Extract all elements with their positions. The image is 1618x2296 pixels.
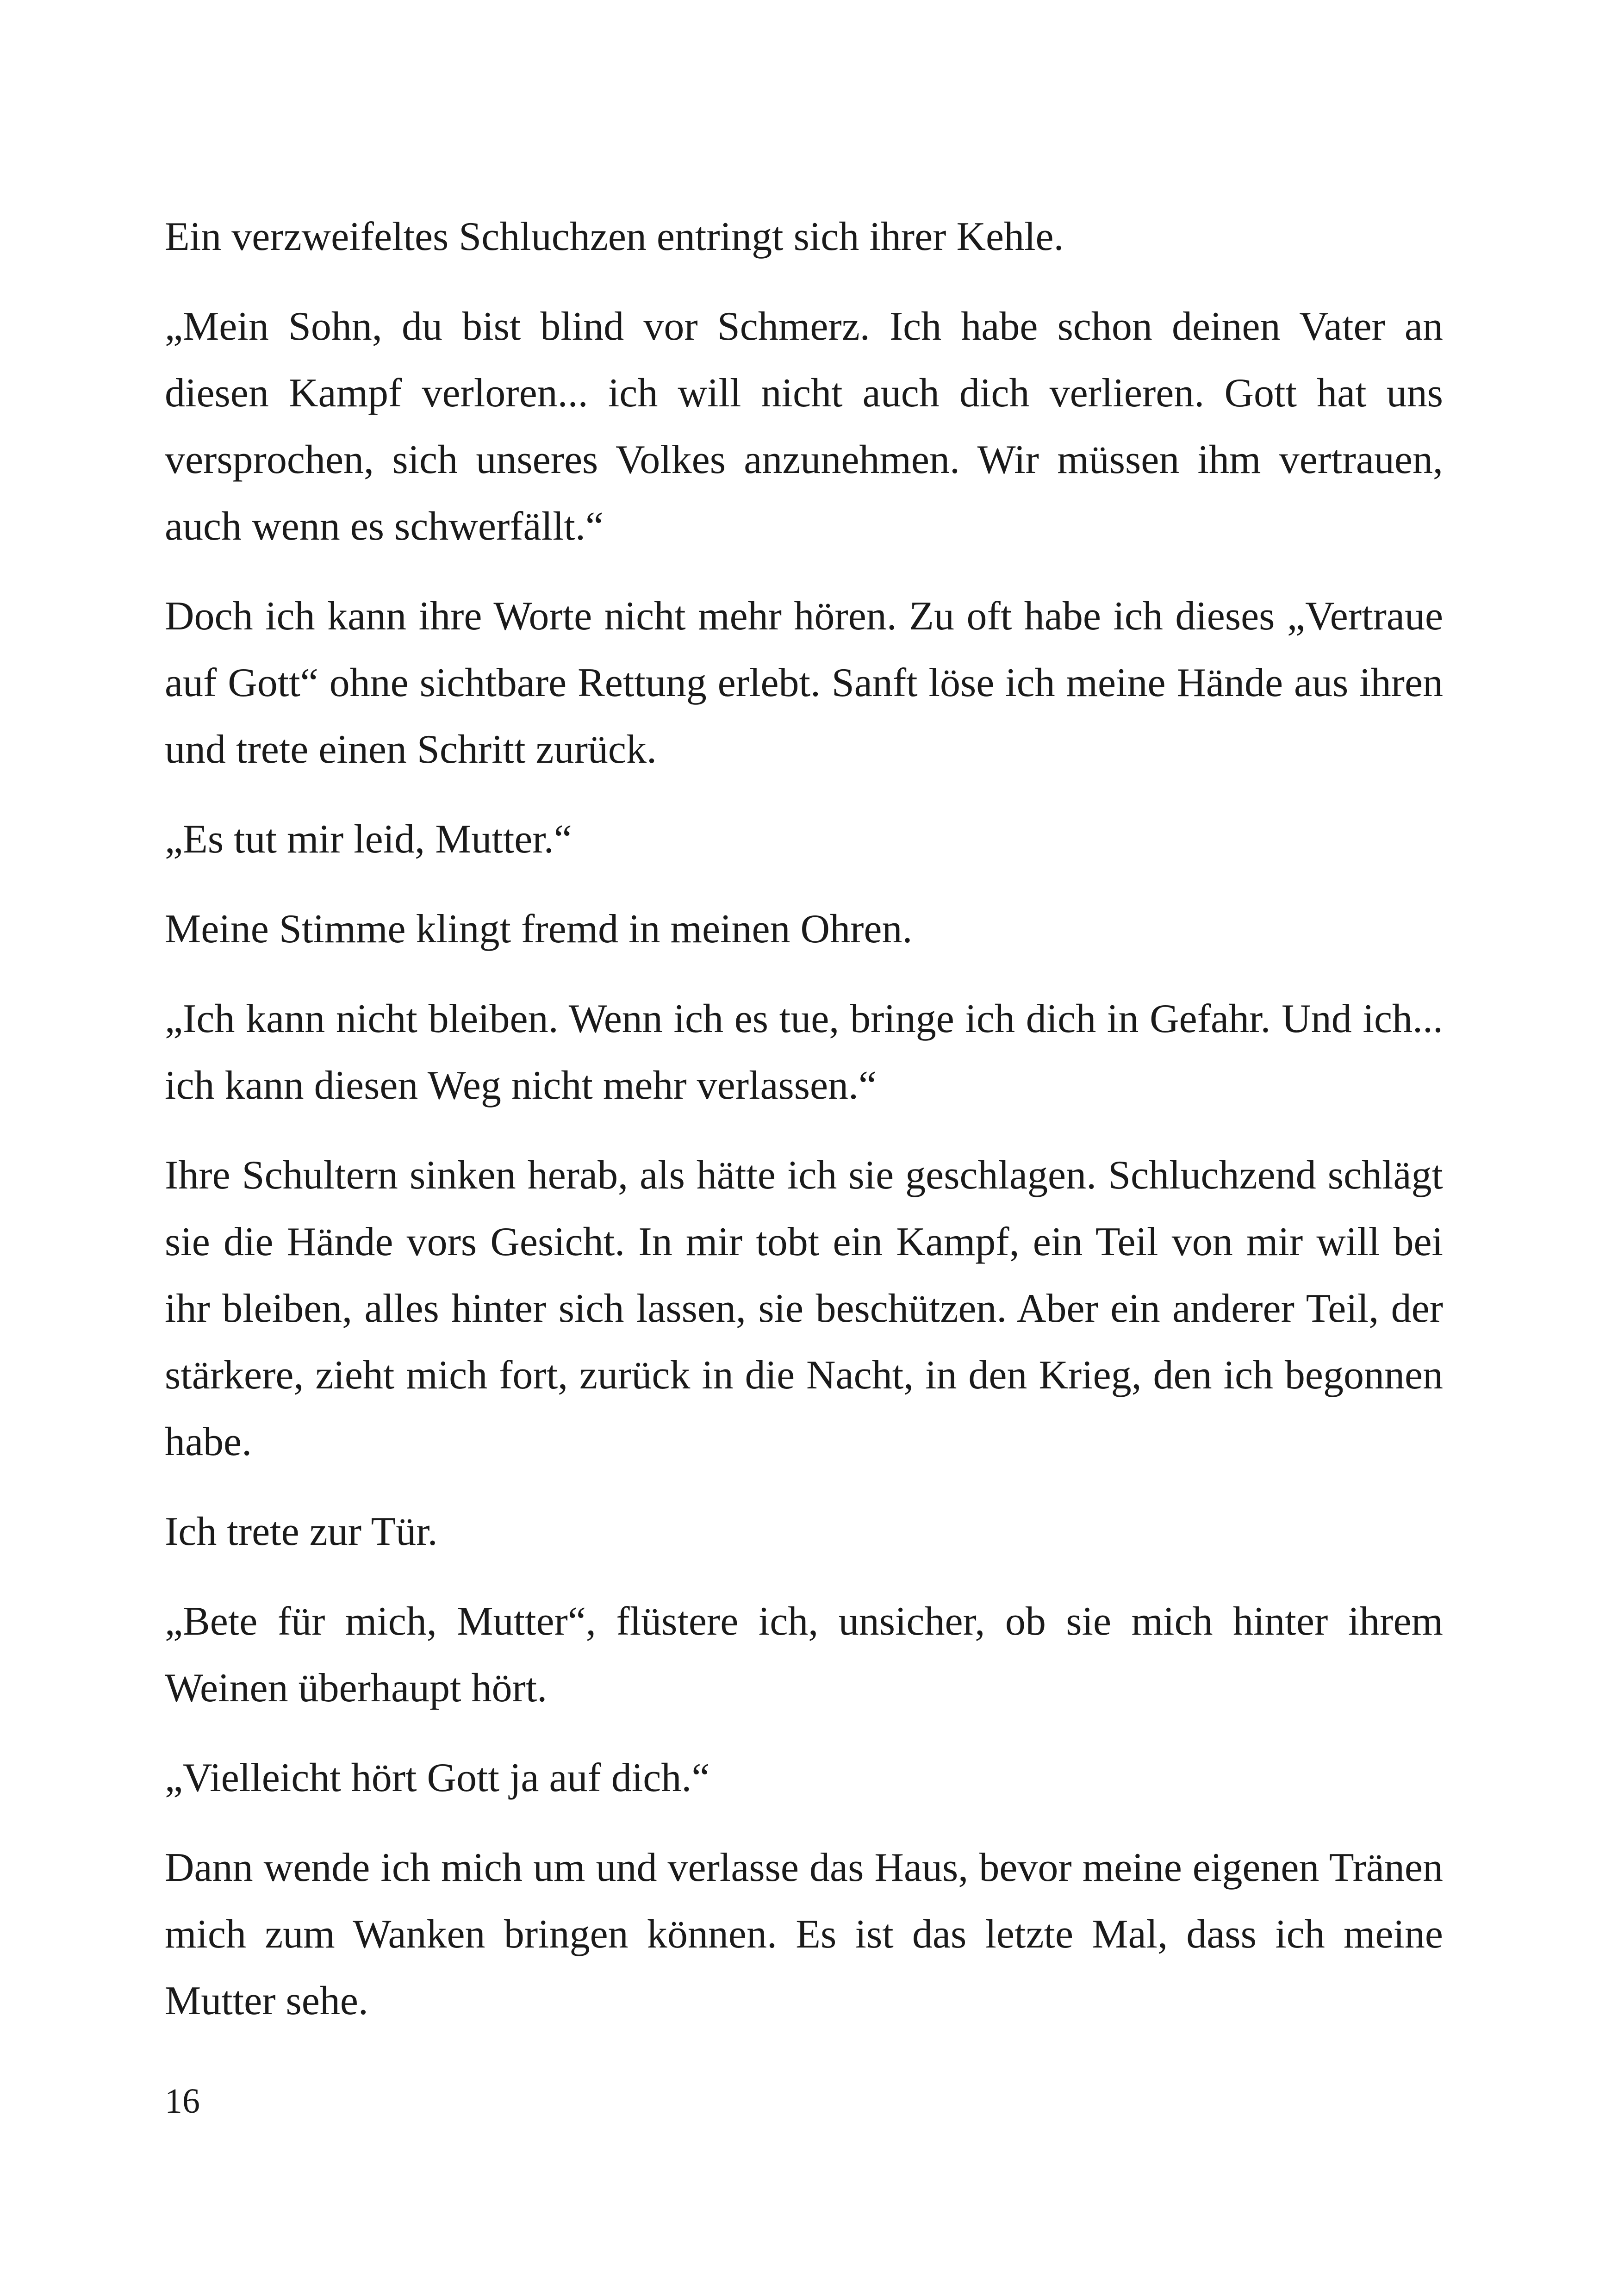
- paragraph: Meine Stimme klingt fremd in meinen Ohren.: [165, 907, 913, 952]
- paragraph: „Ich kann nicht bleiben. Wenn ich es tue, bringe ich dich in Gefahr. Und ich... ich kann diesen Weg nicht mehr verlassen.“: [165, 996, 1443, 1108]
- paragraph: Ich trete zur Tür.: [165, 1509, 438, 1554]
- paragraph: „Bete für mich, Mutter“, flüstere ich, unsicher, ob sie mich hinter ihrem Weinen überhaupt hört.: [165, 1599, 1443, 1711]
- body-text: [165, 204, 1443, 2058]
- paragraph: „Es tut mir leid, Mutter.“: [165, 817, 572, 862]
- paragraph: „Mein Sohn, du bist blind vor Schmerz. Ich habe schon deinen Vater an diesen Kampf verloren... ich will nicht auch dich verlieren. Gott hat uns versprochen, sich unseres Volkes anzunehmen. Wir müssen ihm vertrauen, auch wenn es schwerfällt.“: [165, 304, 1443, 549]
- paragraph: Ein verzweifeltes Schluchzen entringt sich ihrer Kehle.: [165, 214, 1064, 259]
- paragraph: „Vielleicht hört Gott ja auf dich.“: [165, 1755, 710, 1800]
- paragraph: Ihre Schultern sinken herab, als hätte ich sie geschlagen. Schluchzend schlägt sie die Hände vors Gesicht. In mir tobt ein Kampf, ein Teil von mir will bei ihr bleiben, alles hinter sich lassen, sie beschützen. Aber ein anderer Teil, der stärkere, zieht mich fort, zurück in die Nacht, in den Krieg, den ich begonnen habe.: [165, 1153, 1443, 1464]
- paragraph: Dann wende ich mich um und verlasse das Haus, bevor meine eigenen Tränen mich zum Wanken bringen können. Es ist das letzte Mal, dass ich meine Mutter sehe.: [165, 1845, 1443, 2023]
- paragraph: Doch ich kann ihre Worte nicht mehr hören. Zu oft habe ich dieses „Vertraue auf Gott“ ohne sichtbare Rettung erlebt. Sanft löse ich meine Hände aus ihren und trete einen Schritt zurück.: [165, 594, 1443, 772]
- page-number: 16: [165, 2082, 200, 2121]
